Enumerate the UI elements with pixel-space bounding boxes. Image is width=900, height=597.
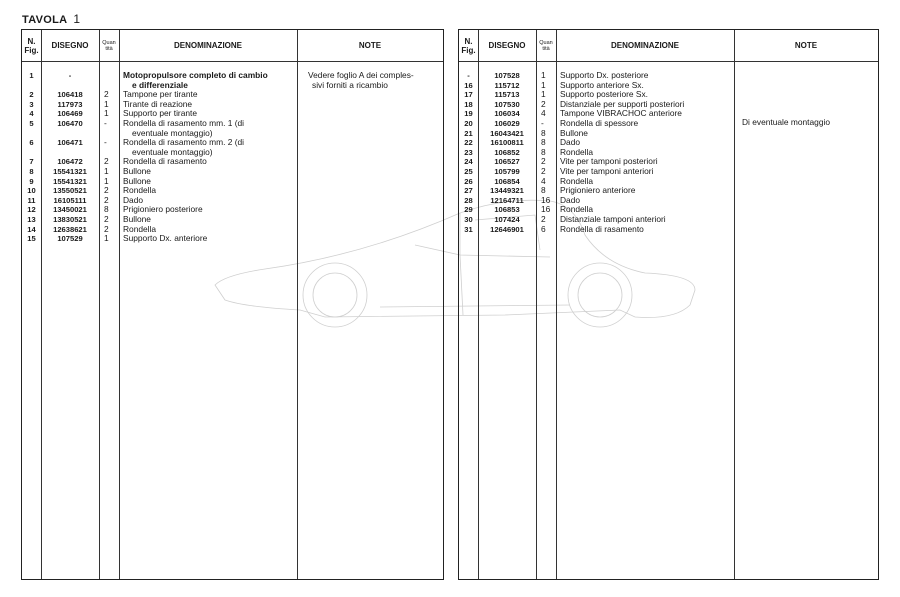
quantity: 8: [104, 204, 109, 215]
part-number: 117973: [57, 99, 83, 109]
description-line: Bullone: [123, 175, 151, 186]
quantity: 16: [541, 194, 551, 205]
quantity: 1: [541, 70, 546, 80]
description-line: Vite per tamponi posteriori: [560, 156, 658, 167]
header-fig-line2: Fig.: [24, 45, 39, 55]
description-line: Rondella: [123, 185, 157, 196]
fig-number: 9: [29, 176, 34, 186]
header-quantita: [99, 30, 119, 61]
header-disegno: DISEGNO: [488, 41, 526, 50]
table-row: [459, 186, 878, 196]
page-title: [22, 12, 80, 26]
quantity: 1: [104, 175, 109, 186]
fig-number: 1: [29, 71, 34, 80]
part-number: 107529: [57, 234, 83, 244]
table-row: [22, 100, 443, 110]
quantity: 1: [104, 165, 109, 176]
description-line: Rondella di rasamento: [560, 223, 644, 234]
part-number: 107530: [494, 99, 520, 109]
table-row: [22, 215, 443, 225]
table-row: [459, 215, 878, 225]
part-number: 13450021: [53, 205, 87, 215]
description-line: Rondella: [560, 146, 594, 157]
note-text: [742, 118, 830, 128]
part-number: 106853: [494, 205, 520, 215]
fig-number: 6: [29, 138, 34, 148]
quantity: 1: [541, 89, 546, 100]
quantity: 1: [104, 98, 109, 109]
fig-number: 10: [27, 186, 36, 196]
quantity: 6: [541, 223, 546, 234]
part-description: [119, 71, 297, 90]
quantity: 2: [104, 194, 109, 205]
quantity: 1: [104, 108, 109, 119]
part-number: 106854: [494, 176, 520, 186]
description-line: Rondella: [123, 223, 157, 234]
description-line: Distanziale per supporti posteriori: [560, 98, 685, 109]
quantity: 2: [104, 223, 109, 234]
fig-number: 11: [27, 195, 36, 205]
quantity: 8: [541, 127, 546, 138]
table-row: [22, 90, 443, 100]
table-row: [22, 157, 443, 167]
part-number: 106029: [494, 118, 520, 128]
part-number: 105799: [494, 166, 520, 176]
table-row: [22, 234, 443, 244]
fig-number: 22: [464, 138, 473, 148]
table-row: [22, 119, 443, 138]
table-row: [22, 177, 443, 187]
quantity: 1: [104, 233, 109, 244]
part-description: [556, 225, 734, 235]
description-line: Rondella di rasamento mm. 2 (di: [123, 137, 245, 148]
fig-number: 2: [29, 90, 34, 100]
table-row: [459, 157, 878, 167]
description-line: Rondella di rasamento mm. 1 (di: [123, 117, 245, 128]
quantity: 2: [104, 89, 109, 100]
header-denominazione: DENOMINAZIONE: [611, 41, 679, 50]
header-quantita: [536, 30, 556, 61]
table-number: 1: [73, 12, 81, 26]
part-number: 115712: [494, 80, 520, 90]
description-line: Dado: [123, 194, 144, 205]
part-description: [556, 186, 734, 196]
quantity: 16: [541, 204, 551, 215]
description-line: Supporto Dx. anteriore: [123, 233, 208, 244]
header-denominazione: DENOMINAZIONE: [174, 41, 242, 50]
description-line: Tampone per tirante: [123, 89, 198, 100]
part-number: 12164711: [490, 195, 524, 205]
header-qty-line1: Quan: [102, 39, 116, 46]
header-fig-line2: Fig.: [461, 45, 476, 55]
quantity: 2: [541, 98, 546, 109]
header-note: NOTE: [358, 41, 382, 50]
part-description: [556, 129, 734, 139]
table-row: [459, 129, 878, 139]
description-line: Bullone: [123, 213, 151, 224]
fig-number: 14: [27, 224, 36, 234]
fig-number: 12: [27, 205, 36, 215]
parts-table-right: [458, 29, 879, 580]
quantity: 2: [104, 156, 109, 167]
note-line: Vedere foglio A dei comples-: [308, 70, 414, 80]
part-number: 106469: [57, 109, 83, 119]
description-line: Bullone: [123, 165, 151, 176]
part-number: 16105111: [53, 195, 87, 205]
part-number: 15541321: [53, 176, 87, 186]
table-row: [22, 138, 443, 157]
part-number: 15541321: [53, 166, 87, 176]
part-description: [119, 186, 297, 196]
fig-number: 30: [464, 214, 473, 224]
table-row: [22, 196, 443, 206]
table-row: [459, 71, 878, 81]
description-line: Vite per tamponi anteriori: [560, 165, 654, 176]
part-number: 107424: [494, 214, 520, 224]
description-line: e differenziale: [132, 79, 188, 90]
part-number: 106418: [57, 90, 83, 100]
description-line: Tampone VIBRACHOC anteriore: [560, 108, 682, 119]
table-row: [22, 225, 443, 235]
quantity: 4: [541, 175, 546, 186]
note-line: sivi forniti a ricambio: [312, 79, 388, 90]
quantity: 8: [541, 185, 546, 196]
description-line: Supporto posteriore Sx.: [560, 89, 648, 100]
header-fig: [22, 30, 41, 61]
quantity: 2: [104, 213, 109, 224]
fig-number: 25: [464, 166, 473, 176]
description-line: Rondella di rasamento: [123, 156, 207, 167]
part-number: 13449321: [490, 186, 524, 196]
description-line: Rondella: [560, 175, 594, 186]
table-body: [459, 71, 878, 234]
header-qty-line2: tità: [542, 45, 550, 52]
quantity: 8: [541, 146, 546, 157]
description-line: Rondella: [560, 204, 594, 215]
part-description: [119, 138, 297, 157]
description-line: Prigioniero posteriore: [123, 204, 203, 215]
part-number: 106527: [494, 157, 520, 167]
table-body: [22, 71, 443, 244]
table-row: [459, 196, 878, 206]
part-description: [119, 234, 297, 244]
fig-number: 27: [464, 186, 473, 196]
table-row: [22, 167, 443, 177]
fig-number: 20: [464, 118, 473, 128]
part-number: 106034: [494, 109, 520, 119]
part-number: 12646901: [490, 224, 524, 234]
quantity: 2: [541, 156, 546, 167]
fig-number: 21: [464, 128, 473, 138]
page-title-label: TAVOLA: [22, 14, 68, 26]
quantity: -: [104, 117, 107, 128]
table-row: [459, 81, 878, 91]
part-number: 115713: [494, 90, 520, 100]
part-number: 13550521: [53, 186, 87, 196]
table-row: [459, 177, 878, 187]
quantity: 4: [541, 108, 546, 119]
part-number: 16100811: [490, 138, 524, 148]
description-line: Supporto Dx. posteriore: [560, 70, 649, 80]
part-number: 106472: [57, 157, 83, 167]
description-line: eventuale montaggio): [132, 127, 213, 138]
quantity: 8: [541, 137, 546, 148]
fig-number: 7: [29, 157, 34, 167]
fig-number: 24: [464, 157, 473, 167]
fig-number: 19: [464, 109, 473, 119]
note-text: [308, 71, 414, 90]
table-row: [459, 225, 878, 235]
part-number: 107528: [494, 71, 520, 80]
part-number: 13830521: [53, 214, 87, 224]
table-row: [22, 186, 443, 196]
fig-number: 26: [464, 176, 473, 186]
table-row: [459, 148, 878, 158]
fig-number: 15: [27, 234, 36, 244]
description-line: Dado: [560, 194, 581, 205]
part-number: 16043421: [490, 128, 524, 138]
fig-number: 5: [29, 118, 34, 128]
quantity: 2: [541, 165, 546, 176]
fig-number: 29: [464, 205, 473, 215]
description-line: Supporto anteriore Sx.: [560, 79, 644, 90]
table-row: [22, 205, 443, 215]
description-line: Supporto per tirante: [123, 108, 198, 119]
header-disegno: DISEGNO: [51, 41, 89, 50]
part-number: -: [68, 71, 72, 80]
table-row: [459, 138, 878, 148]
fig-number: 17: [464, 90, 473, 100]
table-row: [459, 167, 878, 177]
note-line: Di eventuale montaggio: [742, 117, 830, 127]
description-line: Prigioniero anteriore: [560, 185, 636, 196]
fig-number: 13: [27, 214, 36, 224]
description-line: Dado: [560, 137, 581, 148]
fig-number: 3: [29, 99, 34, 109]
header-divider: [459, 61, 878, 62]
description-line: Bullone: [560, 127, 588, 138]
table-row: [459, 205, 878, 215]
fig-number: 8: [29, 166, 34, 176]
header-fig-line1: N.: [27, 36, 36, 46]
quantity: 1: [541, 79, 546, 90]
fig-number: 18: [464, 99, 473, 109]
quantity: 2: [104, 185, 109, 196]
fig-number: 31: [464, 224, 473, 234]
header-qty-line1: Quan: [539, 39, 553, 46]
quantity: -: [104, 137, 107, 148]
part-number: 12638621: [53, 224, 87, 234]
part-number: 106470: [57, 118, 83, 128]
part-description: [119, 119, 297, 138]
header-fig-line1: N.: [464, 36, 473, 46]
header-fig: [459, 30, 478, 61]
part-number: 106471: [57, 138, 83, 148]
fig-number: 28: [464, 195, 473, 205]
description-line: eventuale montaggio): [132, 146, 213, 157]
description-line: Motopropulsore completo di cambio: [123, 70, 268, 80]
fig-number: 16: [464, 80, 473, 90]
header-note: NOTE: [794, 41, 818, 50]
description-line: Rondella di spessore: [560, 117, 639, 128]
header-qty-line2: tità: [105, 45, 113, 52]
parts-table-left: [21, 29, 444, 580]
part-number: 106852: [494, 147, 520, 157]
fig-number: 23: [464, 147, 473, 157]
description-line: Tirante di reazione: [123, 98, 193, 109]
quantity: -: [541, 117, 544, 128]
fig-number: 4: [29, 109, 34, 119]
description-line: Distanziale tamponi anteriori: [560, 213, 666, 224]
quantity: 2: [541, 213, 546, 224]
fig-number: -: [467, 71, 470, 80]
header-divider: [22, 61, 443, 62]
